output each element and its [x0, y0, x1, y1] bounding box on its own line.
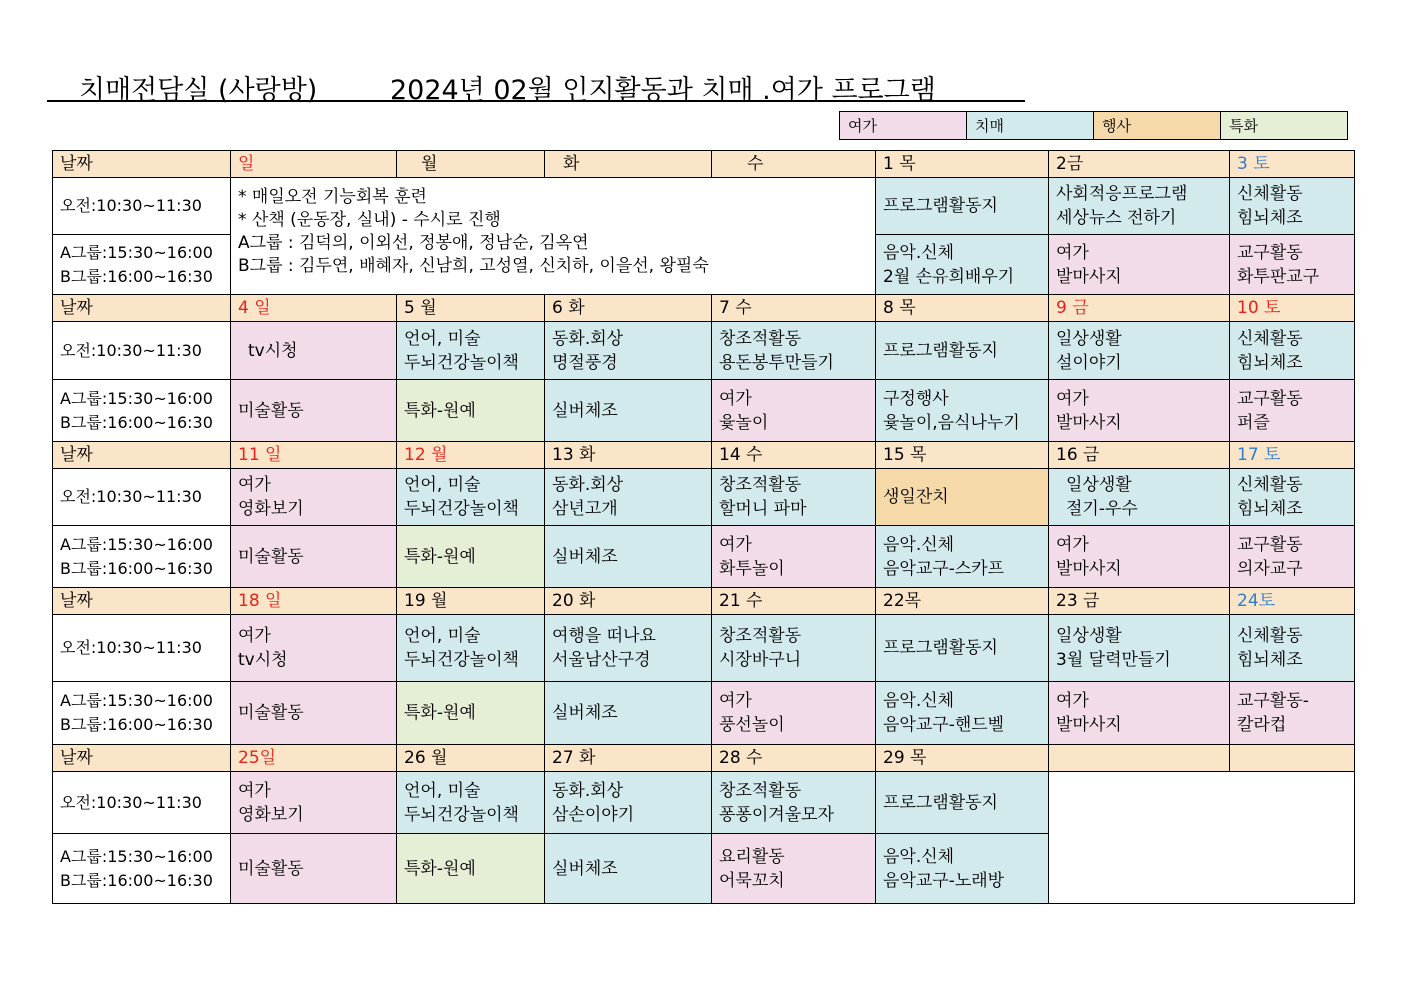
- afternoon-row: [53, 526, 1355, 588]
- daily-notes: [231, 178, 876, 295]
- activity-cell: 교구활동 화투판교구: [1230, 235, 1355, 295]
- color-legend: [839, 111, 1348, 140]
- schedule-table: [52, 150, 1355, 904]
- activity-cell: 음악.신체 2월 손유희배우기: [876, 235, 1049, 295]
- time-label: A그룹:15:30~16:00 B그룹:16:00~16:30: [53, 526, 231, 588]
- activity-cell: 언어, 미술 두뇌건강놀이책: [397, 322, 545, 380]
- activity-cell: 창조적활동 시장바구니: [712, 615, 876, 682]
- day-header: 13 화: [545, 442, 712, 469]
- time-label: 오전:10:30~11:30: [53, 322, 231, 380]
- day-header: [1049, 745, 1230, 772]
- day-header: 25일: [231, 745, 397, 772]
- morning-row: [53, 615, 1355, 682]
- activity-cell: 동화.회상 삼년고개: [545, 469, 712, 526]
- activity-cell: 신체활동 힘뇌체조: [1230, 322, 1355, 380]
- title-program: 2024년 02월 인지활동과 치매 .여가 프로그램: [390, 75, 936, 106]
- activity-cell: 여가 영화보기: [231, 469, 397, 526]
- time-label: 오전:10:30~11:30: [53, 772, 231, 834]
- date-label: 날짜: [53, 295, 231, 322]
- time-label: A그룹:15:30~16:00 B그룹:16:00~16:30: [53, 235, 231, 295]
- date-label: 날짜: [53, 588, 231, 615]
- activity-cell: 여행을 떠나요 서울남산구경: [545, 615, 712, 682]
- activity-cell: 생일잔치: [876, 469, 1049, 526]
- time-label: A그룹:15:30~16:00 B그룹:16:00~16:30: [53, 380, 231, 442]
- time-label: 오전:10:30~11:30: [53, 615, 231, 682]
- day-header: 8 목: [876, 295, 1049, 322]
- activity-cell: 미술활동: [231, 526, 397, 588]
- day-header: 23 금: [1049, 588, 1230, 615]
- time-label: 오전:10:30~11:30: [53, 178, 231, 235]
- activity-cell: 사회적응프로그램 세상뉴스 전하기: [1049, 178, 1230, 235]
- activity-cell: 여가 화투놀이: [712, 526, 876, 588]
- activity-cell: 특화-원예: [397, 834, 545, 904]
- note-line: A그룹 : 김덕의, 이외선, 정봉애, 정남순, 김옥연: [238, 233, 589, 253]
- day-header: 19 월: [397, 588, 545, 615]
- day-header: 수: [712, 151, 876, 178]
- page-title: [47, 66, 1025, 106]
- activity-cell: 여가 tv시청: [231, 615, 397, 682]
- activity-cell: 프로그램활동지: [876, 178, 1049, 235]
- activity-cell: 여가 발마사지: [1049, 682, 1230, 745]
- day-header: 4 일: [231, 295, 397, 322]
- day-header: 일: [231, 151, 397, 178]
- day-header: 26 월: [397, 745, 545, 772]
- afternoon-row: [53, 380, 1355, 442]
- note-line: * 매일오전 기능회복 훈련: [238, 187, 427, 207]
- day-header: 6 화: [545, 295, 712, 322]
- activity-cell: tv시청: [231, 322, 397, 380]
- activity-cell: 여가 발마사지: [1049, 380, 1230, 442]
- day-header: 29 목: [876, 745, 1049, 772]
- activity-cell: 여가 영화보기: [231, 772, 397, 834]
- empty-cell: [1049, 772, 1355, 904]
- legend-leisure: 여가: [840, 112, 967, 140]
- morning-row: [53, 772, 1355, 834]
- date-header-row: [53, 588, 1355, 615]
- activity-cell: 구정행사 윷놀이,음식나누기: [876, 380, 1049, 442]
- day-header: 28 수: [712, 745, 876, 772]
- afternoon-row: [53, 682, 1355, 745]
- activity-cell: 실버체조: [545, 526, 712, 588]
- activity-cell: 교구활동 의자교구: [1230, 526, 1355, 588]
- note-line: B그룹 : 김두연, 배혜자, 신남희, 고성열, 신치하, 이을선, 왕필숙: [238, 256, 709, 276]
- day-header: 3 토: [1230, 151, 1355, 178]
- day-header: 14 수: [712, 442, 876, 469]
- activity-cell: 미술활동: [231, 834, 397, 904]
- activity-cell: 동화.회상 명절풍경: [545, 322, 712, 380]
- activity-cell: 특화-원예: [397, 526, 545, 588]
- activity-cell: 일상생활 절기-우수: [1049, 469, 1230, 526]
- day-header: 24토: [1230, 588, 1355, 615]
- date-header-row: [53, 295, 1355, 322]
- activity-cell: 창조적활동 퐁퐁이겨울모자: [712, 772, 876, 834]
- time-label: A그룹:15:30~16:00 B그룹:16:00~16:30: [53, 682, 231, 745]
- activity-cell: 동화.회상 삼손이야기: [545, 772, 712, 834]
- activity-cell: 요리활동 어묵꼬치: [712, 834, 876, 904]
- activity-cell: 일상생활 3월 달력만들기: [1049, 615, 1230, 682]
- day-header: 2금: [1049, 151, 1230, 178]
- day-header: 16 금: [1049, 442, 1230, 469]
- date-label: 날짜: [53, 151, 231, 178]
- day-header: [1230, 745, 1355, 772]
- date-header-row: [53, 745, 1355, 772]
- note-line: * 산책 (운동장, 실내) - 수시로 진행: [238, 210, 501, 230]
- activity-cell: 교구활동 퍼즐: [1230, 380, 1355, 442]
- day-header: 11 일: [231, 442, 397, 469]
- activity-cell: 프로그램활동지: [876, 322, 1049, 380]
- day-header: 22목: [876, 588, 1049, 615]
- date-header-row: [53, 151, 1355, 178]
- activity-cell: 음악.신체 음악교구-핸드벨: [876, 682, 1049, 745]
- activity-cell: 특화-원예: [397, 380, 545, 442]
- time-label: 오전:10:30~11:30: [53, 469, 231, 526]
- day-header: 17 토: [1230, 442, 1355, 469]
- day-header: 18 일: [231, 588, 397, 615]
- activity-cell: 언어, 미술 두뇌건강놀이책: [397, 469, 545, 526]
- activity-cell: 미술활동: [231, 682, 397, 745]
- activity-cell: 창조적활동 용돈봉투만들기: [712, 322, 876, 380]
- day-header: 7 수: [712, 295, 876, 322]
- time-label: A그룹:15:30~16:00 B그룹:16:00~16:30: [53, 834, 231, 904]
- activity-cell: 프로그램활동지: [876, 772, 1049, 834]
- activity-cell: 실버체조: [545, 682, 712, 745]
- activity-cell: 언어, 미술 두뇌건강놀이책: [397, 615, 545, 682]
- activity-cell: 언어, 미술 두뇌건강놀이책: [397, 772, 545, 834]
- activity-cell: 여가 발마사지: [1049, 526, 1230, 588]
- activity-cell: 실버체조: [545, 834, 712, 904]
- activity-cell: 여가 발마사지: [1049, 235, 1230, 295]
- title-room: 치매전담실 (사랑방): [79, 75, 318, 106]
- legend-event: 행사: [1094, 112, 1221, 140]
- activity-cell: 여가 풍선놀이: [712, 682, 876, 745]
- activity-cell: 창조적활동 할머니 파마: [712, 469, 876, 526]
- legend-special: 특화: [1221, 112, 1348, 140]
- day-header: 27 화: [545, 745, 712, 772]
- day-header: 15 목: [876, 442, 1049, 469]
- day-header: 5 월: [397, 295, 545, 322]
- day-header: 9 금: [1049, 295, 1230, 322]
- activity-cell: 음악.신체 음악교구-노래방: [876, 834, 1049, 904]
- date-label: 날짜: [53, 442, 231, 469]
- activity-cell: 미술활동: [231, 380, 397, 442]
- activity-cell: 음악.신체 음악교구-스카프: [876, 526, 1049, 588]
- activity-cell: 신체활동 힘뇌체조: [1230, 469, 1355, 526]
- activity-cell: 실버체조: [545, 380, 712, 442]
- morning-row: [53, 469, 1355, 526]
- date-header-row: [53, 442, 1355, 469]
- day-header: 21 수: [712, 588, 876, 615]
- legend-dementia: 치매: [967, 112, 1094, 140]
- activity-cell: 교구활동- 칼라컵: [1230, 682, 1355, 745]
- morning-row: [53, 178, 1355, 235]
- activity-cell: 프로그램활동지: [876, 615, 1049, 682]
- activity-cell: 신체활동 힘뇌체조: [1230, 615, 1355, 682]
- activity-cell: 신체활동 힘뇌체조: [1230, 178, 1355, 235]
- day-header: 화: [545, 151, 712, 178]
- activity-cell: 일상생활 설이야기: [1049, 322, 1230, 380]
- day-header: 1 목: [876, 151, 1049, 178]
- morning-row: [53, 322, 1355, 380]
- day-header: 월: [397, 151, 545, 178]
- date-label: 날짜: [53, 745, 231, 772]
- day-header: 12 월: [397, 442, 545, 469]
- day-header: 20 화: [545, 588, 712, 615]
- activity-cell: 특화-원예: [397, 682, 545, 745]
- day-header: 10 토: [1230, 295, 1355, 322]
- activity-cell: 여가 윷놀이: [712, 380, 876, 442]
